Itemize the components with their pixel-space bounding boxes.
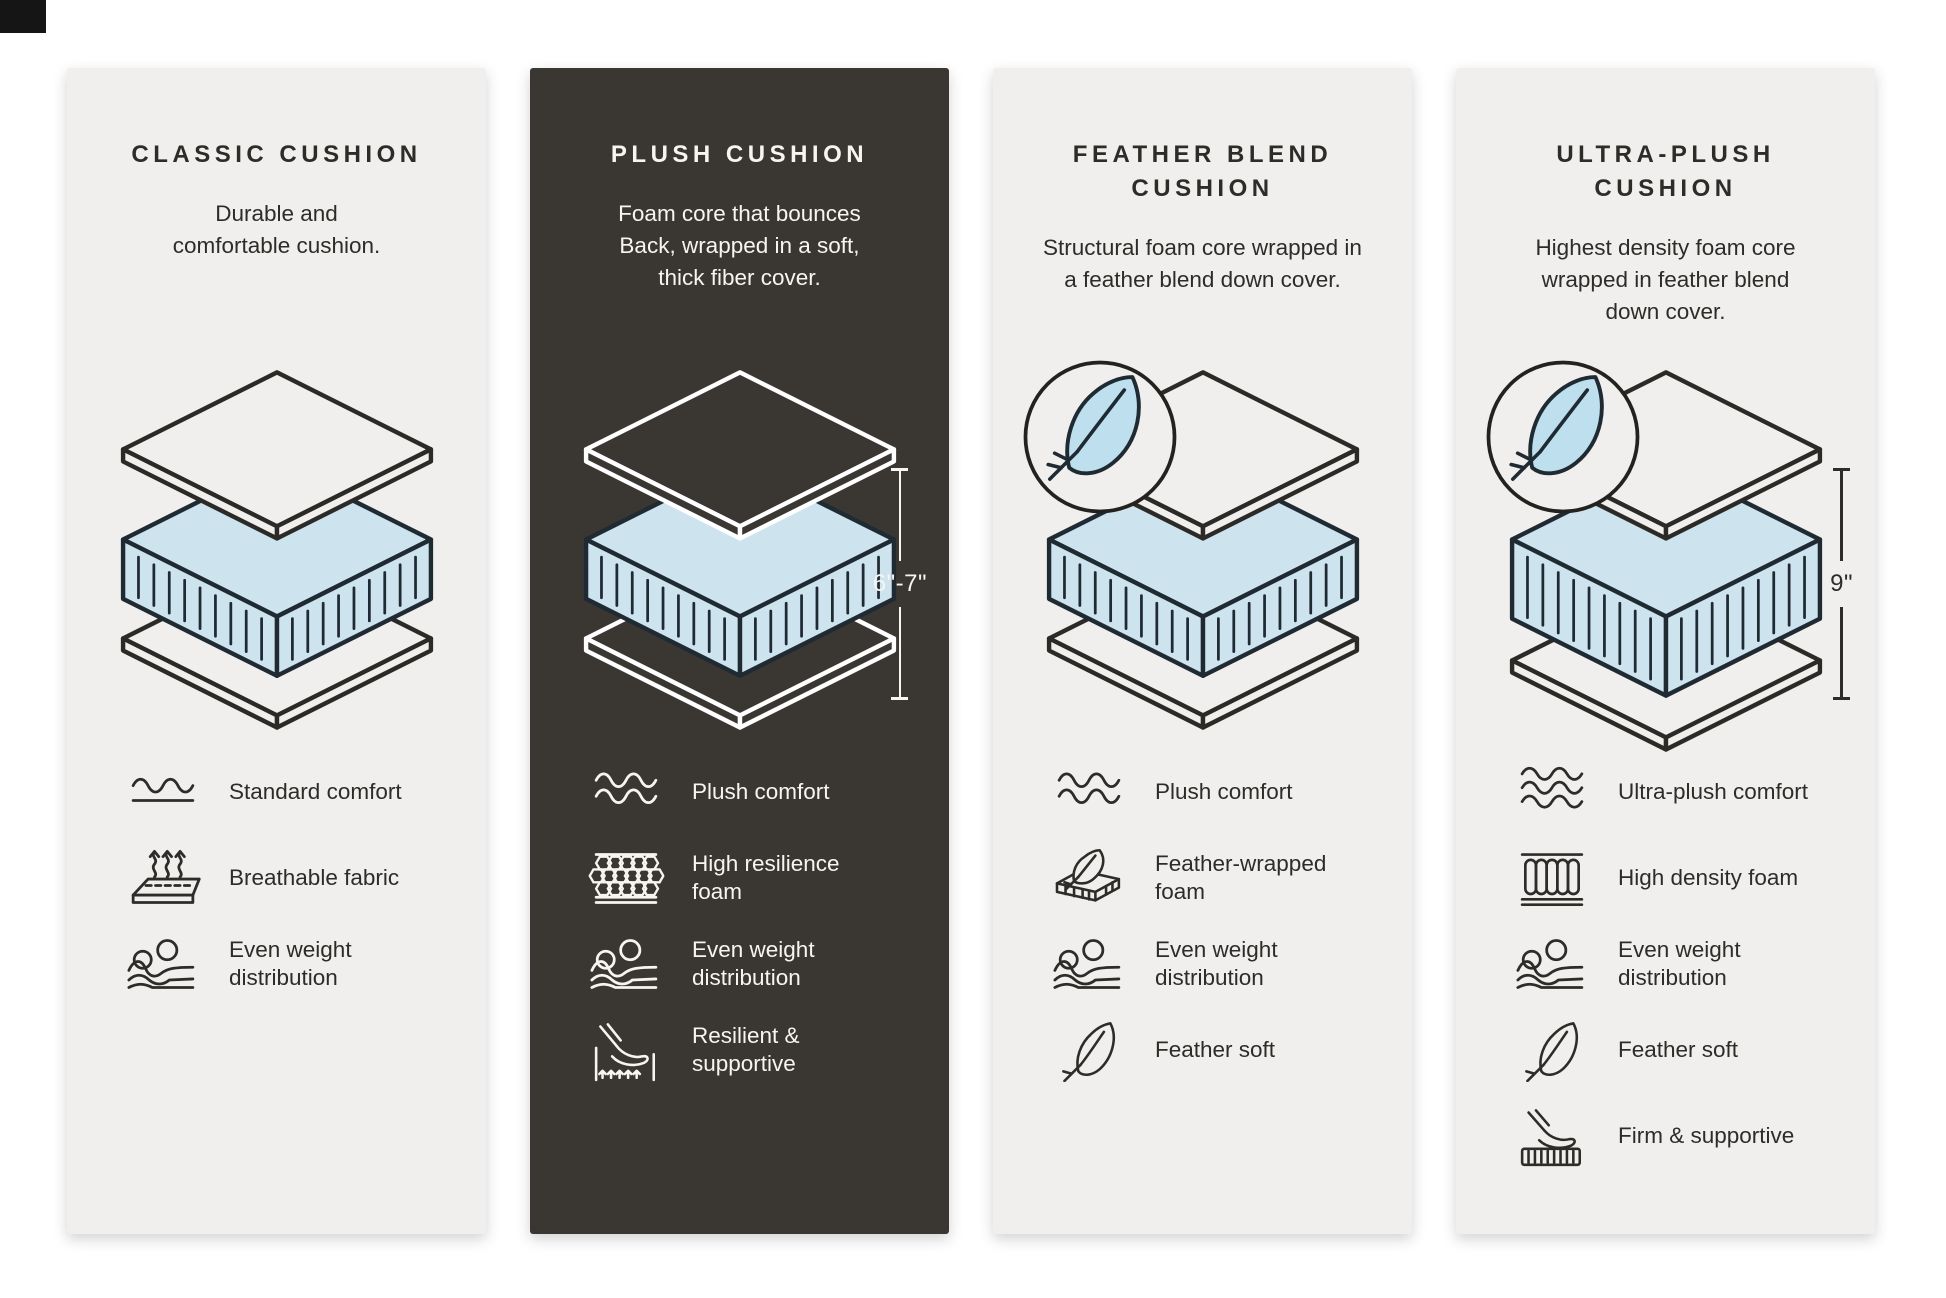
feature-list [1049, 760, 1396, 1104]
feature-icon-wrap [1049, 932, 1129, 996]
feature-row [586, 1018, 933, 1082]
resilient-supportive-icon [587, 1018, 665, 1082]
feature-icon-wrap [1512, 1018, 1592, 1082]
feature-icon-wrap [1512, 932, 1592, 996]
weight-distribution-icon [1050, 932, 1128, 996]
dimension-line [1840, 471, 1842, 561]
card-plush-cushion [530, 68, 949, 1234]
feature-row [1049, 1018, 1396, 1082]
corner-artifact [0, 0, 46, 33]
cushion-illustration [67, 368, 486, 755]
dimension-line [899, 607, 901, 697]
feature-list [586, 760, 933, 1104]
feature-icon-wrap [586, 1018, 666, 1082]
dimension-line [1840, 607, 1842, 697]
feature-label: Breathable fabric [229, 865, 400, 890]
feature-icon-wrap [123, 760, 203, 824]
card-description: Structural foam core wrapped in a feather blend down cover. [1043, 235, 1362, 292]
wave-double-icon [1050, 760, 1128, 824]
weight-distribution-icon [587, 932, 665, 996]
feature-row [123, 846, 470, 910]
card-classic-cushion [67, 68, 486, 1234]
feature-list [123, 760, 470, 1018]
feature-row [1512, 846, 1859, 910]
feature-label: Even weight distribution [229, 937, 352, 990]
feature-icon-wrap [586, 932, 666, 996]
honeycomb-foam-icon [587, 846, 665, 910]
feature-label: Even weight distribution [1618, 937, 1741, 990]
feature-label: Firm & supportive [1618, 1123, 1795, 1148]
card-description: Durable and comfortable cushion. [172, 201, 381, 258]
card-title: PLUSH CUSHION [610, 141, 869, 168]
feature-label: Even weight distribution [692, 937, 815, 990]
feature-label: High density foam [1618, 865, 1799, 890]
feather-badge-icon [1019, 356, 1181, 518]
feature-label: Feather-wrapped foam [1155, 851, 1327, 904]
feature-icon-wrap [123, 846, 203, 910]
feature-icon-wrap [1512, 760, 1592, 824]
feather-wrapped-foam-icon [1050, 846, 1128, 910]
breathable-fabric-icon [124, 846, 202, 910]
feature-icon-wrap [1512, 846, 1592, 910]
firm-supportive-icon [1513, 1104, 1591, 1168]
feature-label: Ultra-plush comfort [1618, 779, 1809, 804]
feather-soft-icon [1050, 1018, 1128, 1082]
feature-list [1512, 760, 1859, 1190]
feature-label: Plush comfort [1155, 779, 1293, 804]
feather-badge-icon [1482, 356, 1644, 518]
card-title: FEATHER BLEND CUSHION [1072, 141, 1333, 202]
cushion-layers-illustration [112, 368, 442, 755]
cushion-layers-illustration [575, 368, 905, 755]
wave-single-icon [124, 760, 202, 824]
feature-row [1512, 932, 1859, 996]
card-description: Foam core that bounces Back, wrapped in a soft, thick fiber cover. [618, 201, 861, 290]
feature-row [123, 932, 470, 996]
height-dimension-marker [873, 468, 927, 700]
feature-row [1512, 760, 1859, 824]
feature-label: Feather soft [1618, 1037, 1739, 1062]
card-ultra-plush-cushion [1456, 68, 1875, 1234]
feature-row [586, 932, 933, 996]
wave-double-icon [587, 760, 665, 824]
feature-row [586, 846, 933, 910]
feature-icon-wrap [1049, 846, 1129, 910]
feature-label: Standard comfort [229, 779, 402, 804]
dimension-line [899, 471, 901, 561]
dimension-label: 6"-7" [872, 570, 927, 597]
feature-icon-wrap [1049, 760, 1129, 824]
feature-row [586, 760, 933, 824]
feature-row [1512, 1104, 1859, 1168]
feature-icon-wrap [1049, 1018, 1129, 1082]
dimension-cap [891, 697, 908, 700]
card-feather-blend-cushion [993, 68, 1412, 1234]
weight-distribution-icon [1513, 932, 1591, 996]
feature-label: Resilient & supportive [692, 1023, 800, 1076]
wave-triple-icon [1513, 760, 1591, 824]
dimension-cap [1833, 697, 1850, 700]
feature-icon-wrap [123, 932, 203, 996]
feature-label: Plush comfort [692, 779, 830, 804]
dimension-label: 9" [1830, 570, 1853, 597]
feature-icon-wrap [586, 846, 666, 910]
feature-row [1049, 760, 1396, 824]
feature-row [1049, 846, 1396, 910]
feature-row [1512, 1018, 1859, 1082]
card-description: Highest density foam core wrapped in feather blend down cover. [1535, 235, 1796, 324]
feature-label: Even weight distribution [1155, 937, 1278, 990]
weight-distribution-icon [124, 932, 202, 996]
card-title: CLASSIC CUSHION [131, 141, 422, 168]
feature-row [1049, 932, 1396, 996]
feature-row [123, 760, 470, 824]
feature-icon-wrap [586, 760, 666, 824]
feather-soft-icon [1513, 1018, 1591, 1082]
height-dimension-marker [1830, 468, 1853, 700]
card-title: ULTRA-PLUSH CUSHION [1556, 141, 1775, 202]
feature-label: Feather soft [1155, 1037, 1276, 1062]
coil-foam-icon [1513, 846, 1591, 910]
feature-label: High resilience foam [692, 851, 840, 904]
feature-icon-wrap [1512, 1104, 1592, 1168]
